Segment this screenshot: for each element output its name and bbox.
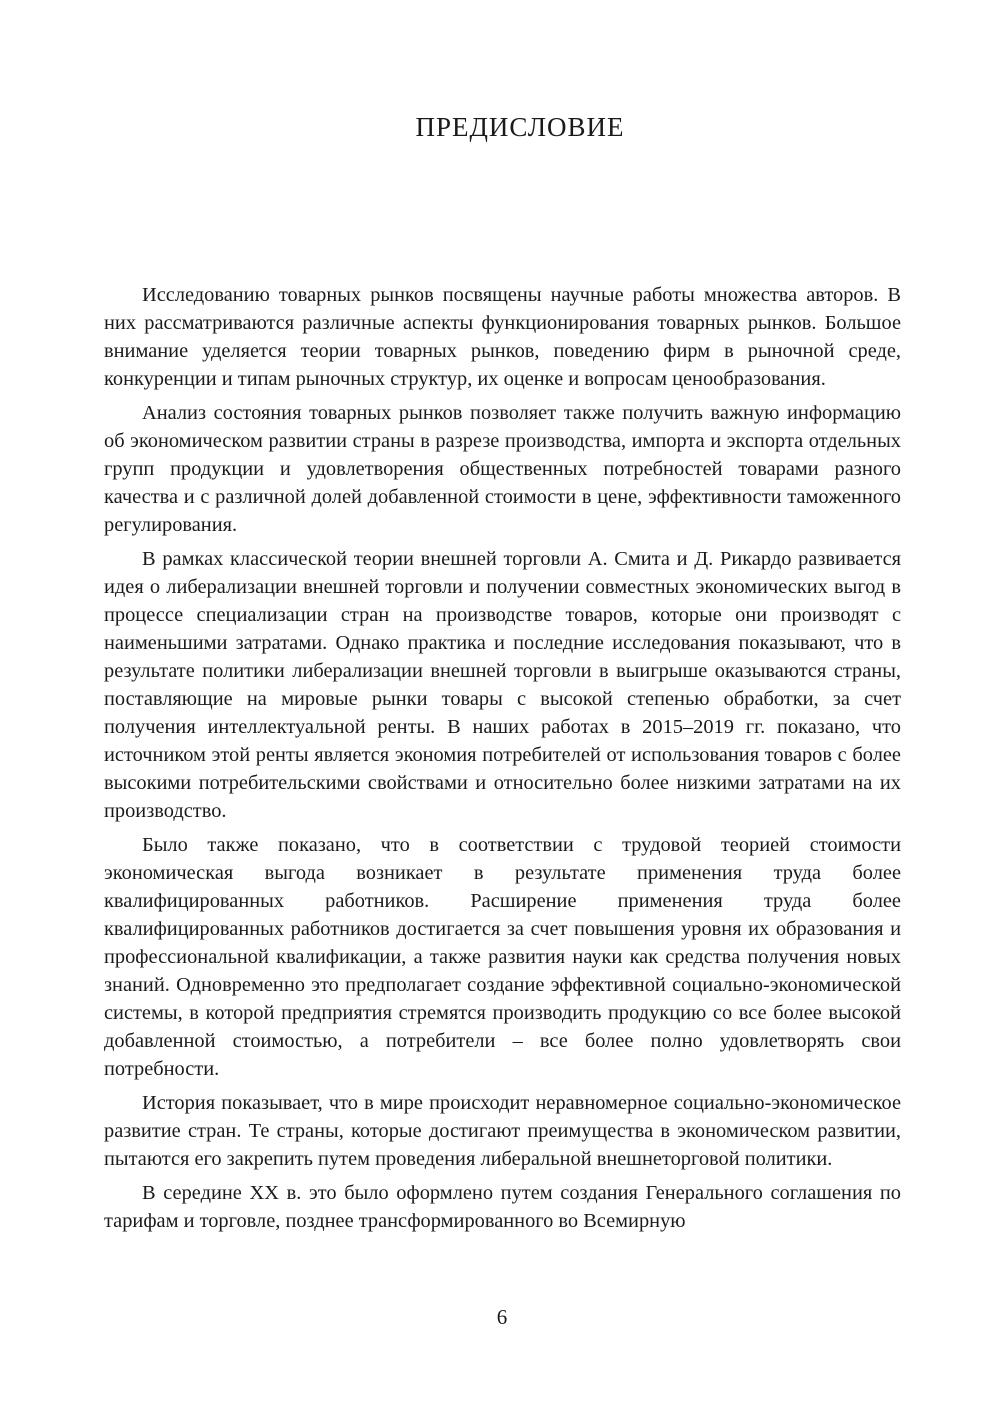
chapter-heading: ПРЕДИСЛОВИЕ	[415, 112, 625, 142]
paragraph: В середине XX в. это было оформлено путем создания Генерального соглашения по тарифам и торговле, позднее трансформированного во Всемирную	[104, 1182, 901, 1232]
paragraph: Анализ состояния товарных рынков позволяет также получить важную информацию об экономическом развитии страны в разрезе производства, импорта и экспорта отдельных групп продукции и удовлетворения общественных потребностей товарами разного качества и с различной долей добавленной стоимости в цене, эффективности таможенного регулирования.	[104, 402, 901, 536]
paragraph: Было также показано, что в соответствии с трудовой теорией стоимости экономическая выгода возникает в результате применения труда более квалифицированных работников. Расширение применения труда более квалифицированных работников достигается за счет повышения уровня их образования и профессиональной квалификации, а также развития науки как средства получения новых знаний. Одновременно это предполагает создание эффективной социально-экономической системы, в которой предприятия стремятся производить продукцию со все более высокой добавленной стоимостью, а потребители – все более полно удовлетворять свои потребности.	[104, 834, 901, 1080]
body-text	[104, 281, 901, 1241]
paragraph: История показывает, что в мире происходит неравномерное социально-экономическое развитие стран. Те страны, которые достигают преимущества в экономическом развитии, пытаются его закрепить путем проведения либеральной внешнеторговой политики.	[104, 1092, 901, 1170]
paragraph: Исследованию товарных рынков посвящены научные работы множества авторов. В них рассматриваются различные аспекты функционирования товарных рынков. Большое внимание уделяется теории товарных рынков, поведению фирм в рыночной среде, конкуренции и типам рыночных структур, их оценке и вопросам ценообразования.	[104, 284, 901, 390]
page-number: 6	[496, 1305, 508, 1329]
paragraph: В рамках классической теории внешней торговли А. Смита и Д. Рикардо развивается идея о либерализации внешней торговли и получении совместных экономических выгод в процессе специализации стран на производстве товаров, которые они производят с наименьшими затратами. Однако практика и последние исследования показывают, что в результате политики либерализации внешней торговли в выигрыше оказываются страны, поставляющие на мировые рынки товары с высокой степенью обработки, за счет получения интеллектуальной ренты. В наших работах в 2015–2019 гг. показано, что источником этой ренты является экономия потребителей от использования товаров с более высокими потребительскими свойствами и относительно более низкими затратами на их производство.	[104, 548, 901, 822]
